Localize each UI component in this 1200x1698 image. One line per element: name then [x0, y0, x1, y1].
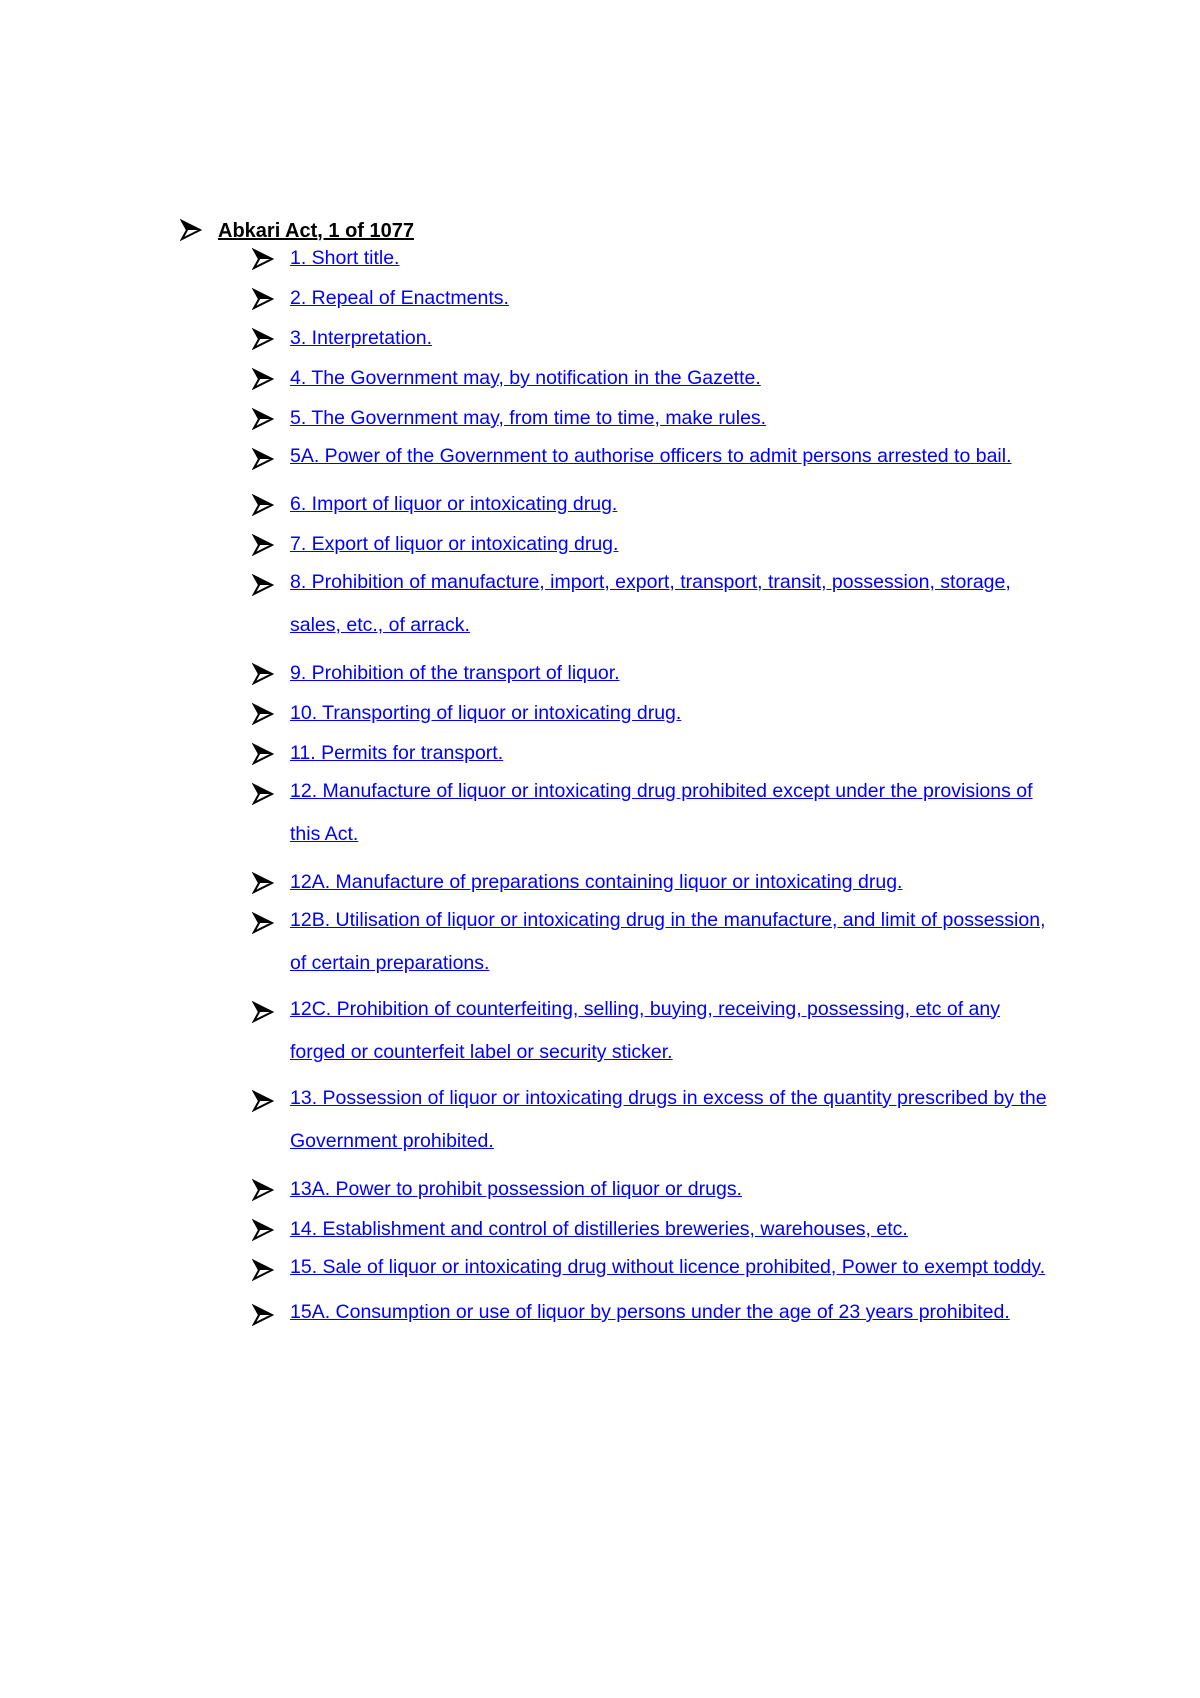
section-link[interactable]: 12A. Manufacture of preparations containing liquor or intoxicating drug. — [290, 870, 903, 893]
arrowhead-bullet-icon — [252, 248, 282, 272]
arrowhead-bullet-icon — [252, 328, 282, 352]
section-list — [252, 246, 1080, 1335]
list-item — [252, 446, 1080, 479]
section-link[interactable]: 8. Prohibition of manufacture, import, export, transport, transit, possession, storage, sales, etc., of arrack. — [290, 570, 1011, 636]
arrowhead-bullet-icon — [252, 703, 282, 727]
table-of-contents — [180, 216, 1080, 1348]
list-item — [252, 1217, 1080, 1244]
section-link[interactable]: 15. Sale of liquor or intoxicating drug without licence prohibited, Power to exempt toddy. — [290, 1255, 1046, 1278]
list-item — [252, 701, 1080, 728]
arrowhead-bullet-icon — [252, 408, 282, 432]
section-link[interactable]: 13. Possession of liquor or intoxicating drugs in excess of the quantity prescribed by the Government prohibited. — [290, 1086, 1047, 1152]
section-link[interactable]: 7. Export of liquor or intoxicating drug. — [290, 532, 619, 555]
arrowhead-bullet-icon — [252, 663, 282, 687]
section-link[interactable]: 9. Prohibition of the transport of liquor. — [290, 661, 620, 684]
list-item — [252, 1177, 1080, 1204]
arrowhead-bullet-icon — [252, 1090, 282, 1114]
section-link[interactable]: 12C. Prohibition of counterfeiting, selling, buying, receiving, possessing, etc of any forged or counterfeit label or security sticker. — [290, 997, 1000, 1063]
section-link[interactable]: 12B. Utilisation of liquor or intoxicating drug in the manufacture, and limit of possession, of certain preparations. — [290, 908, 1046, 974]
arrowhead-bullet-icon — [252, 1259, 282, 1283]
list-item — [252, 286, 1080, 313]
arrowhead-bullet-icon — [252, 1179, 282, 1203]
section-link[interactable]: 12. Manufacture of liquor or intoxicating drug prohibited except under the provisions of this Act. — [290, 779, 1033, 845]
arrowhead-bullet-icon — [180, 219, 210, 243]
list-item — [252, 999, 1080, 1075]
list-item — [252, 406, 1080, 433]
section-link[interactable]: 5. The Government may, from time to time, make rules. — [290, 407, 767, 429]
section-link[interactable]: 14. Establishment and control of distilleries breweries, warehouses, etc. — [290, 1217, 908, 1240]
list-item — [252, 741, 1080, 768]
list-item — [252, 1088, 1080, 1164]
arrowhead-bullet-icon — [252, 288, 282, 312]
section-link[interactable]: 5A. Power of the Government to authorise officers to admit persons arrested to bail. — [290, 445, 1012, 467]
section-link[interactable]: 3. Interpretation. — [290, 327, 433, 349]
list-item — [252, 246, 1080, 273]
arrowhead-bullet-icon — [252, 534, 282, 558]
arrowhead-bullet-icon — [252, 912, 282, 936]
list-item — [252, 1257, 1080, 1290]
arrowhead-bullet-icon — [252, 494, 282, 518]
arrowhead-bullet-icon — [252, 1219, 282, 1243]
section-link[interactable]: 15A. Consumption or use of liquor by persons under the age of 23 years prohibited. — [290, 1301, 1010, 1323]
arrowhead-bullet-icon — [252, 1304, 282, 1328]
act-title: Abkari Act, 1 of 1077 — [218, 219, 415, 242]
list-item — [252, 326, 1080, 353]
list-item — [252, 661, 1080, 688]
section-link[interactable]: 6. Import of liquor or intoxicating drug. — [290, 492, 618, 515]
section-link[interactable]: 10. Transporting of liquor or intoxicating drug. — [290, 701, 682, 724]
section-link[interactable]: 4. The Government may, by notification in the Gazette. — [290, 367, 761, 389]
list-item — [252, 492, 1080, 519]
arrowhead-bullet-icon — [252, 783, 282, 807]
section-link[interactable]: 13A. Power to prohibit possession of liquor or drugs. — [290, 1177, 742, 1200]
list-item — [252, 781, 1080, 857]
section-link[interactable]: 2. Repeal of Enactments. — [290, 287, 509, 309]
act-heading-row — [180, 216, 1080, 246]
list-item — [252, 1302, 1080, 1335]
arrowhead-bullet-icon — [252, 872, 282, 896]
arrowhead-bullet-icon — [252, 368, 282, 392]
list-item — [252, 910, 1080, 986]
list-item — [252, 572, 1080, 648]
section-link[interactable]: 1. Short title. — [290, 247, 400, 269]
arrowhead-bullet-icon — [252, 743, 282, 767]
list-item — [252, 532, 1080, 559]
list-item — [252, 870, 1080, 897]
list-item — [252, 366, 1080, 393]
arrowhead-bullet-icon — [252, 574, 282, 598]
arrowhead-bullet-icon — [252, 1001, 282, 1025]
arrowhead-bullet-icon — [252, 448, 282, 472]
section-link[interactable]: 11. Permits for transport. — [290, 741, 504, 764]
